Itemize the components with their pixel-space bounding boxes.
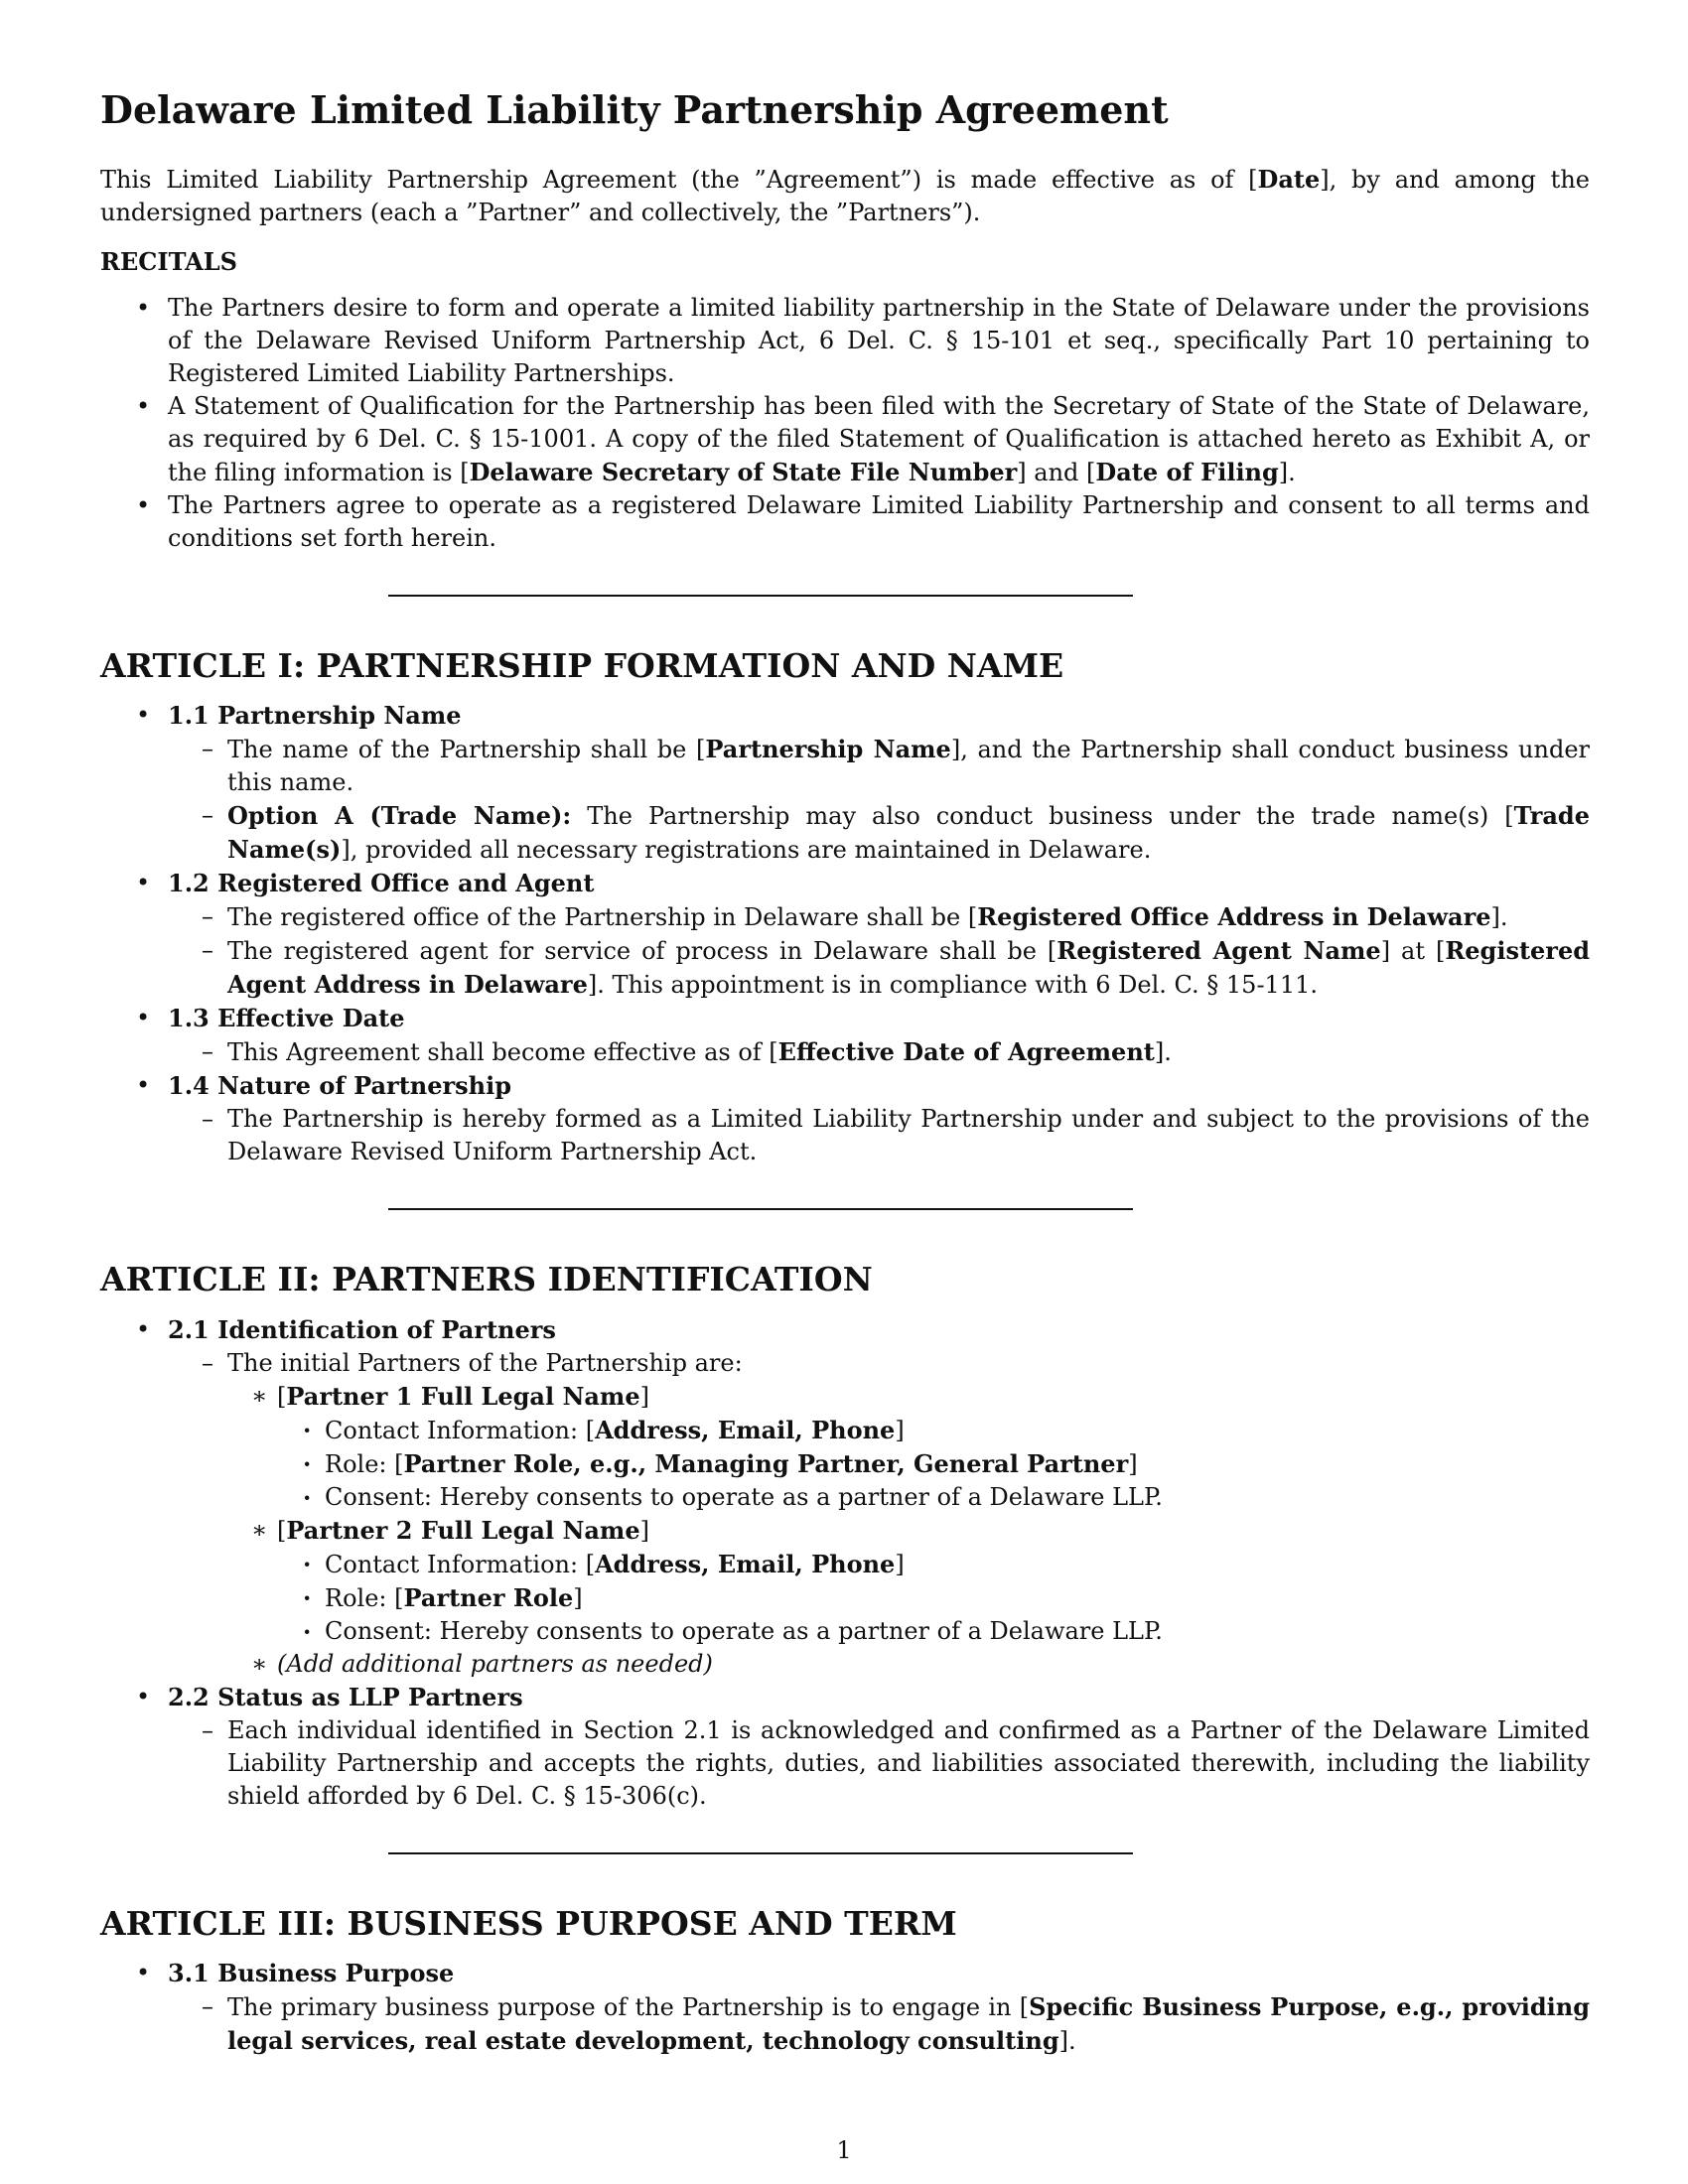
section-2-1 xyxy=(100,1313,1590,1681)
section-title: 2.2 Status as LLP Partners xyxy=(168,1682,523,1711)
document-title: Delaware Limited Liability Partnership Agreement xyxy=(100,87,1169,132)
section-2-2 xyxy=(100,1681,1590,1813)
section-title: 1.3 Effective Date xyxy=(168,1004,405,1033)
list-item: – The registered agent for service of process in Delaware shall be [Registered Agent Name] at [Registered Agent Address in Delaware]. This appointment is in compliance with 6 Del. C. § 15-111. xyxy=(168,934,1590,1002)
section-1-4 xyxy=(100,1069,1590,1168)
list-item: – This Agreement shall become effective as of [Effective Date of Agreement]. xyxy=(168,1035,1590,1069)
article-3-list xyxy=(100,1957,1590,2058)
section-3-1 xyxy=(100,1957,1590,2058)
article-1-heading: ARTICLE I: PARTNERSHIP FORMATION AND NAME xyxy=(100,645,1064,685)
list-item: – Option A (Trade Name): The Partnership may also conduct business under the trade name(s) [Trade Name(s)], provided all necessary registrations are maintained in Delaware. xyxy=(168,799,1590,867)
list-item: – The initial Partners of the Partnership are: ∗ [Partner 1 Full Legal Name] · Contact Information: [Address, Email, Phone] · Role: [Partner Role, e.g., Managing Partner, General Partner] · Consent: Hereby consents to operate as a partner of a Delaware LLP. ∗ [Partner 2 Full Legal Name] · Contact Information: [Address, Email, Phone] · Role: [Partner Role] · Consent: Hereby consents to operate as a partner of a Delaware LLP. ∗ (Add additional partners as needed) xyxy=(168,1347,1590,1681)
list-item: – Each individual identified in Section 2.1 is acknowledged and confirmed as a Partner of the Delaware Limited Liability Partnership and accepts the rights, duties, and liabilities associated therewith, including the liability shield afforded by 6 Del. C. § 15-306(c). xyxy=(168,1714,1590,1813)
list-item: – The Partnership is hereby formed as a Limited Liability Partnership under and subject to the provisions of the Delaware Revised Uniform Partnership Act. xyxy=(168,1103,1590,1168)
section-title: 2.1 Identification of Partners xyxy=(168,1314,556,1344)
list-item: – The registered office of the Partnership in Delaware shall be [Registered Office Address in Delaware]. xyxy=(168,900,1590,934)
section-title: 1.2 Registered Office and Agent xyxy=(168,869,595,898)
section-1-2 xyxy=(100,867,1590,1002)
list-item: – The primary business purpose of the Partnership is to engage in [Specific Business Purpose, e.g., providing legal services, real estate development, technology consulting]. xyxy=(168,1990,1590,2058)
article-1-list xyxy=(100,699,1590,1168)
article-3-heading: ARTICLE III: BUSINESS PURPOSE AND TERM xyxy=(100,1903,957,1943)
partner-detail: · Role: [Partner Role, e.g., Managing Partner, General Partner] xyxy=(277,1447,1590,1481)
page-number: 1 xyxy=(836,2136,852,2164)
recitals-list xyxy=(100,292,1590,555)
section-divider xyxy=(388,1852,1133,1854)
article-2-list xyxy=(100,1313,1590,1813)
section-title: 3.1 Business Purpose xyxy=(168,1959,455,1988)
recital-item: • The Partners agree to operate as a registered Delaware Limited Liability Partnership and consent to all terms and conditions set forth herein. xyxy=(100,489,1590,555)
section-title: 1.1 Partnership Name xyxy=(168,701,462,731)
recitals-heading: RECITALS xyxy=(100,246,237,276)
recital-item: • A Statement of Qualification for the Partnership has been filed with the Secretary of State of the State of Delaware, as required by 6 Del. C. § 15-1001. A copy of the filed Statement of Qualification is attached hereto as Exhibit A, or the filing information is [Delaware Secretary of State File Number] and [Date of Filing]. xyxy=(100,390,1590,489)
document-page xyxy=(100,87,1590,2058)
intro-paragraph: This Limited Liability Partnership Agreement (the ”Agreement”) is made effective as of [Date], by and among the undersigned partners (each a ”Partner” and collectively, the ”Partners”). xyxy=(100,164,1590,226)
partner-entry: ∗ (Add additional partners as needed) xyxy=(227,1648,1590,1681)
partner-detail: · Contact Information: [Address, Email, Phone] xyxy=(277,1548,1590,1581)
section-divider xyxy=(388,595,1133,597)
partner-detail: · Consent: Hereby consents to operate as a partner of a Delaware LLP. xyxy=(277,1615,1590,1648)
section-1-1 xyxy=(100,699,1590,867)
partner-detail: · Role: [Partner Role] xyxy=(277,1581,1590,1615)
partner-entry: ∗ [Partner 1 Full Legal Name] · Contact Information: [Address, Email, Phone] · Role: [Partner Role, e.g., Managing Partner, General Partner] · Consent: Hereby consents to operate as a partner of a Delaware LLP. xyxy=(227,1380,1590,1514)
section-1-3 xyxy=(100,1002,1590,1069)
partner-entry: ∗ [Partner 2 Full Legal Name] · Contact Information: [Address, Email, Phone] · Role: [Partner Role] · Consent: Hereby consents to operate as a partner of a Delaware LLP. xyxy=(227,1514,1590,1648)
recital-item: • The Partners desire to form and operate a limited liability partnership in the State of Delaware under the provisions of the Delaware Revised Uniform Partnership Act, 6 Del. C. § 15-101 et seq., specifically Part 10 pertaining to Registered Limited Liability Partnerships. xyxy=(100,292,1590,390)
list-item: – The name of the Partnership shall be [Partnership Name], and the Partnership shall conduct business under this name. xyxy=(168,733,1590,799)
partner-detail: · Contact Information: [Address, Email, Phone] xyxy=(277,1414,1590,1447)
section-divider xyxy=(388,1208,1133,1210)
article-2-heading: ARTICLE II: PARTNERS IDENTIFICATION xyxy=(100,1260,873,1299)
partner-detail: · Consent: Hereby consents to operate as a partner of a Delaware LLP. xyxy=(277,1481,1590,1514)
section-title: 1.4 Nature of Partnership xyxy=(168,1071,511,1101)
